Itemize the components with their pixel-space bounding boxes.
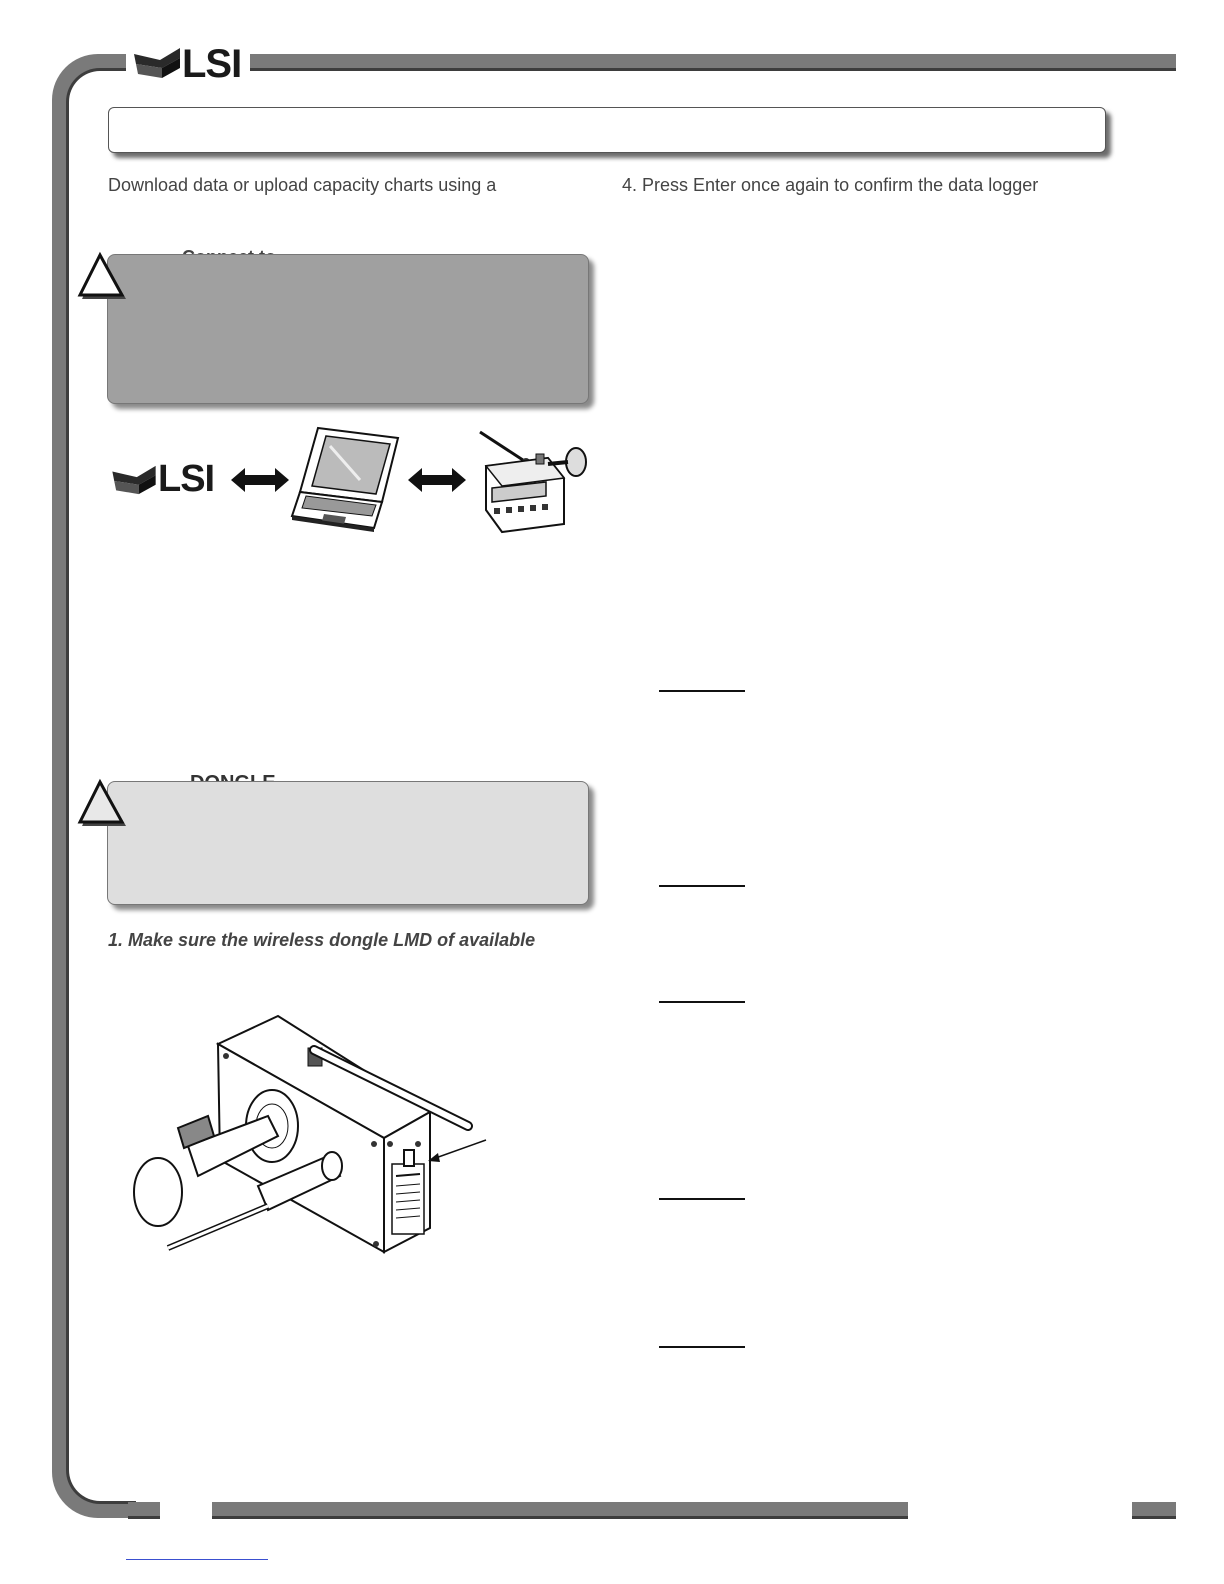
- header-logo: [126, 40, 250, 86]
- clipped-heading-connect: [182, 240, 342, 254]
- diagram-lsi-logo: [108, 458, 218, 500]
- divider-rule: [659, 1001, 745, 1003]
- step-4-text-line: 4. Press Enter once again to confirm the data logger: [622, 175, 1039, 195]
- logo-text: LSI: [182, 42, 242, 86]
- divider-rule: [659, 885, 745, 887]
- divider-rule: [659, 1346, 745, 1348]
- footer-link-underline[interactable]: [126, 1559, 268, 1560]
- diagram-logo-text: LSI: [158, 458, 215, 500]
- dongle-device-illustration: [128, 1016, 498, 1262]
- divider-rule: [659, 1198, 745, 1200]
- double-arrow-icon: [408, 468, 466, 492]
- page-frame-top: [250, 54, 1176, 71]
- section-title-bar: [108, 107, 1106, 153]
- intro-text-line: Download data or upload capacity charts using a: [108, 175, 497, 195]
- warning-panel-2: [107, 781, 589, 905]
- display-unit-icon: [476, 428, 590, 534]
- lsi-logo-icon: [130, 46, 184, 80]
- clipped-heading-dongle: [190, 768, 280, 780]
- warning-triangle-icon: [78, 253, 126, 301]
- double-arrow-icon: [231, 468, 289, 492]
- footer-bar-left: [128, 1502, 160, 1519]
- laptop-icon: [290, 424, 402, 534]
- footer-bar-middle: [212, 1502, 908, 1519]
- step-1-text-line: 1. Make sure the wireless dongle LMD of available: [108, 930, 536, 950]
- divider-rule: [659, 690, 745, 692]
- warning-triangle-icon: [78, 780, 126, 828]
- lsi-logo-icon: [108, 464, 160, 496]
- warning-panel-1: [107, 254, 589, 404]
- footer-bar-right: [1132, 1502, 1176, 1519]
